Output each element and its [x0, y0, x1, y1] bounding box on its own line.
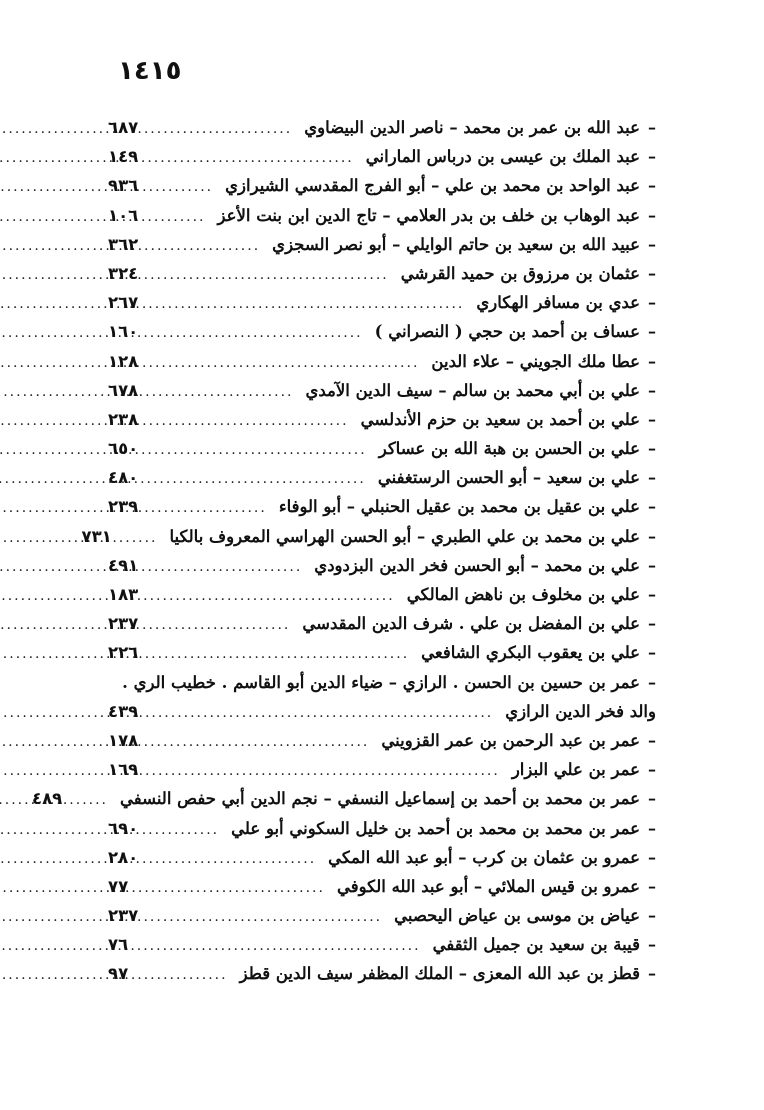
entry-name: عثمان بن مرزوق بن حميد القرشي	[400, 263, 640, 283]
entry-dash: –	[648, 847, 656, 867]
entry-leader-dots	[166, 121, 298, 137]
entry-page-number: ٩٧	[108, 964, 129, 984]
page-number: ١٤١٥	[118, 56, 182, 86]
entry-leader-dots	[166, 238, 266, 254]
entry-dash: –	[648, 555, 656, 575]
index-entry	[108, 935, 656, 964]
entry-page-number: ٤٨٩	[32, 789, 63, 809]
entry-page-number: ٢٦٧	[108, 293, 139, 313]
index-entry	[108, 264, 656, 293]
entry-name: عبد الملك بن عيسى بن درباس الماراني	[365, 147, 640, 167]
index-entry	[108, 906, 656, 935]
index-entry	[108, 731, 656, 760]
entry-name: عمر بن محمد بن أحمد بن إسماعيل النسفي – نجم الدين أبي حفص النسفي	[120, 789, 640, 809]
entry-dash: –	[648, 409, 656, 429]
entry-dash: –	[648, 876, 656, 896]
entry-name: عمرو بن عثمان بن كرب – أبو عبد الله المكي	[328, 847, 640, 867]
entry-dash: –	[648, 730, 656, 750]
index-entry	[108, 352, 656, 381]
index-entry	[108, 322, 656, 351]
entry-name: عبد الله بن عمر بن محمد – ناصر الدين البيضاوي	[304, 118, 640, 137]
entry-leader-dots	[166, 938, 427, 954]
index-entry	[108, 848, 656, 877]
entry-dash: –	[648, 614, 656, 634]
entry-page-number: ١٦٠	[108, 322, 139, 342]
entry-leader-dots	[166, 471, 372, 487]
entry-page-number: ٧٧	[108, 876, 129, 896]
index-entry	[108, 410, 656, 439]
index-entry	[108, 147, 656, 176]
entry-page-number: ١٨٣	[108, 585, 139, 604]
entry-dash: –	[648, 118, 656, 137]
entry-page-number: ٦٨٧	[108, 118, 139, 137]
entry-leader-dots	[166, 150, 360, 166]
entry-name: والد فخر الدين الرازي	[505, 701, 656, 721]
entry-dash: –	[648, 643, 656, 663]
entry-page-number: ٣٢٤	[108, 263, 139, 283]
entry-dash: –	[648, 380, 656, 400]
entry-name: عمر بن علي البزار	[511, 760, 640, 780]
entry-leader-dots	[166, 967, 234, 983]
entry-name: عطا ملك الجويني – علاء الدين	[431, 351, 640, 371]
entry-page-number: ٤٨٠	[108, 468, 139, 488]
entry-dash: –	[648, 760, 656, 780]
entry-dash: –	[648, 293, 656, 313]
entry-name: علي بن أبي محمد بن سالم – سيف الدين الآمدي	[305, 380, 640, 400]
entry-name: عياض بن موسى بن عياض اليحصبي	[394, 906, 640, 926]
entry-page-number: ٧٣١	[81, 526, 112, 546]
entry-name: عمر بن حسين بن الحسن . الرازي – ضياء الدين أبو القاسم . خطيب الري .	[122, 672, 640, 692]
entry-dash: –	[648, 176, 656, 196]
entry-page-number: ٦٩٠	[108, 818, 139, 838]
index-entry	[108, 293, 656, 322]
entry-name: عمرو بن قيس الملائي – أبو عبد الله الكوفي	[336, 876, 640, 896]
entry-leader-dots	[166, 413, 355, 429]
entry-page-number: ١٦٩	[108, 760, 139, 780]
entry-leader-dots	[166, 267, 395, 283]
entry-name: عساف بن أحمد بن حجي ( النصراني )	[374, 322, 640, 342]
entry-leader-dots	[166, 325, 369, 341]
entry-page-number: ١٧٨	[108, 730, 139, 750]
entry-name: قطز بن عبد الله المعزى – الملك المظفر سيف الدين قطز	[239, 964, 640, 984]
entry-page-number: ١٠٦	[108, 205, 139, 225]
entry-dash: –	[648, 147, 656, 167]
entry-leader-dots	[140, 530, 164, 546]
index-entry	[108, 643, 656, 672]
entry-page-number: ٢٣٨	[108, 409, 139, 429]
entry-dash: –	[648, 585, 656, 604]
entry-leader-dots	[166, 851, 322, 867]
entry-page-number: ٩٣٦	[108, 176, 139, 196]
entry-leader-dots	[166, 822, 225, 838]
entry-leader-dots	[90, 792, 114, 808]
entry-name: عمر بن محمد بن محمد بن أحمد بن خليل السكوني أبو علي	[231, 818, 640, 838]
index-entry	[81, 526, 656, 556]
index-entry	[108, 118, 656, 147]
entry-dash: –	[648, 234, 656, 254]
index-entry	[108, 497, 656, 526]
entry-dash: –	[648, 322, 656, 342]
entry-page-number: ٢٢٦	[108, 643, 139, 663]
index-entry	[108, 760, 656, 789]
index-entry	[108, 381, 656, 410]
index-entry	[108, 614, 656, 643]
entry-name: علي بن المفضل بن علي . شرف الدين المقدسي	[302, 614, 640, 634]
entry-leader-dots	[166, 617, 296, 633]
entry-page-number: ٦٧٨	[108, 380, 139, 400]
entry-name: عبد الواحد بن محمد بن علي – أبو الفرج المقدسي الشيرازي	[225, 176, 640, 196]
entry-name: علي بن عقيل بن محمد بن عقيل الحنبلي – أبو الوفاء	[278, 497, 640, 517]
entry-dash: –	[648, 789, 656, 809]
entry-name: علي بن سعيد – أبو الحسن الرستغفني	[377, 468, 640, 488]
entry-dash: –	[648, 818, 656, 838]
entry-leader-dots	[166, 705, 499, 721]
entry-page-number: ٧٦	[108, 935, 129, 955]
entry-dash: –	[648, 672, 656, 692]
index-entry	[108, 439, 656, 468]
index-entry	[108, 673, 656, 702]
entry-leader-dots	[166, 500, 273, 516]
entry-leader-dots	[166, 179, 219, 195]
entry-page-number: ٢٣٧	[108, 614, 139, 634]
entry-name: علي بن يعقوب البكري الشافعي	[421, 643, 640, 663]
index-entry	[108, 702, 656, 731]
entry-page-number: ١٤٩	[108, 147, 139, 167]
index-entry	[108, 877, 656, 906]
entry-leader-dots	[166, 209, 212, 225]
entry-name: علي بن محمد – أبو الحسن فخر الدين البزدودي	[314, 555, 640, 575]
entry-leader-dots	[166, 909, 388, 925]
entry-dash: –	[648, 468, 656, 488]
entry-name: علي بن مخلوف بن ناهض المالكي	[406, 585, 640, 604]
entry-dash: –	[648, 526, 656, 546]
entry-name: علي بن أحمد بن سعيد بن حزم الأندلسي	[360, 409, 640, 429]
entry-page-number: ٢٣٧	[108, 906, 139, 926]
entry-page-number: ٢٣٩	[108, 497, 139, 517]
entry-dash: –	[648, 906, 656, 926]
entry-dash: –	[648, 263, 656, 283]
entry-leader-dots	[166, 296, 470, 312]
entry-page-number: ٣٦٢	[108, 234, 139, 254]
entry-page-number: ٤٣٩	[108, 701, 139, 721]
entry-name: قيبة بن سعيد بن جميل الثقفي	[432, 935, 640, 955]
entry-page-number: ١٢٨	[108, 351, 139, 371]
entry-dash: –	[648, 935, 656, 955]
entry-leader-dots	[166, 734, 375, 750]
entry-leader-dots	[166, 880, 331, 896]
entry-page-number: ٦٥٠	[108, 439, 139, 459]
entry-dash: –	[648, 439, 656, 459]
entry-name: عبد الوهاب بن خلف بن بدر العلامي – تاج الدين ابن بنت الأعز	[217, 205, 640, 225]
entry-page-number: ٢٨٠	[108, 847, 139, 867]
index-entry	[108, 585, 656, 614]
index-entry	[32, 789, 656, 818]
entry-leader-dots	[166, 588, 401, 604]
entry-dash: –	[648, 351, 656, 371]
index-entry	[108, 468, 656, 497]
entry-page-number: ٤٩١	[108, 555, 139, 575]
index-entry	[108, 206, 656, 235]
entry-leader-dots	[166, 384, 299, 400]
entry-name: علي بن الحسن بن هبة الله بن عساكر	[378, 439, 640, 459]
index-entry	[108, 556, 656, 585]
entry-name: عبيد الله بن سعيد بن حاتم الوايلي – أبو نصر السجزي	[272, 234, 640, 254]
entry-name: علي بن محمد بن علي الطبري – أبو الحسن الهراسي المعروف بالكيا	[169, 526, 640, 546]
entry-dash: –	[648, 964, 656, 984]
entry-dash: –	[648, 497, 656, 517]
index-entry	[108, 235, 656, 264]
entry-leader-dots	[166, 559, 308, 575]
entry-name: عمر بن عبد الرحمن بن عمر القزويني	[381, 730, 640, 750]
entry-leader-dots	[166, 646, 415, 662]
index-entry	[108, 819, 656, 848]
index-entry	[108, 176, 656, 205]
entry-name: عدي بن مسافر الهكاري	[476, 293, 640, 313]
entry-leader-dots	[166, 442, 373, 458]
entry-dash: –	[648, 205, 656, 225]
index-entries-list	[32, 118, 656, 994]
entry-leader-dots	[166, 763, 506, 779]
entry-leader-dots	[166, 355, 425, 371]
index-entry	[108, 964, 656, 993]
